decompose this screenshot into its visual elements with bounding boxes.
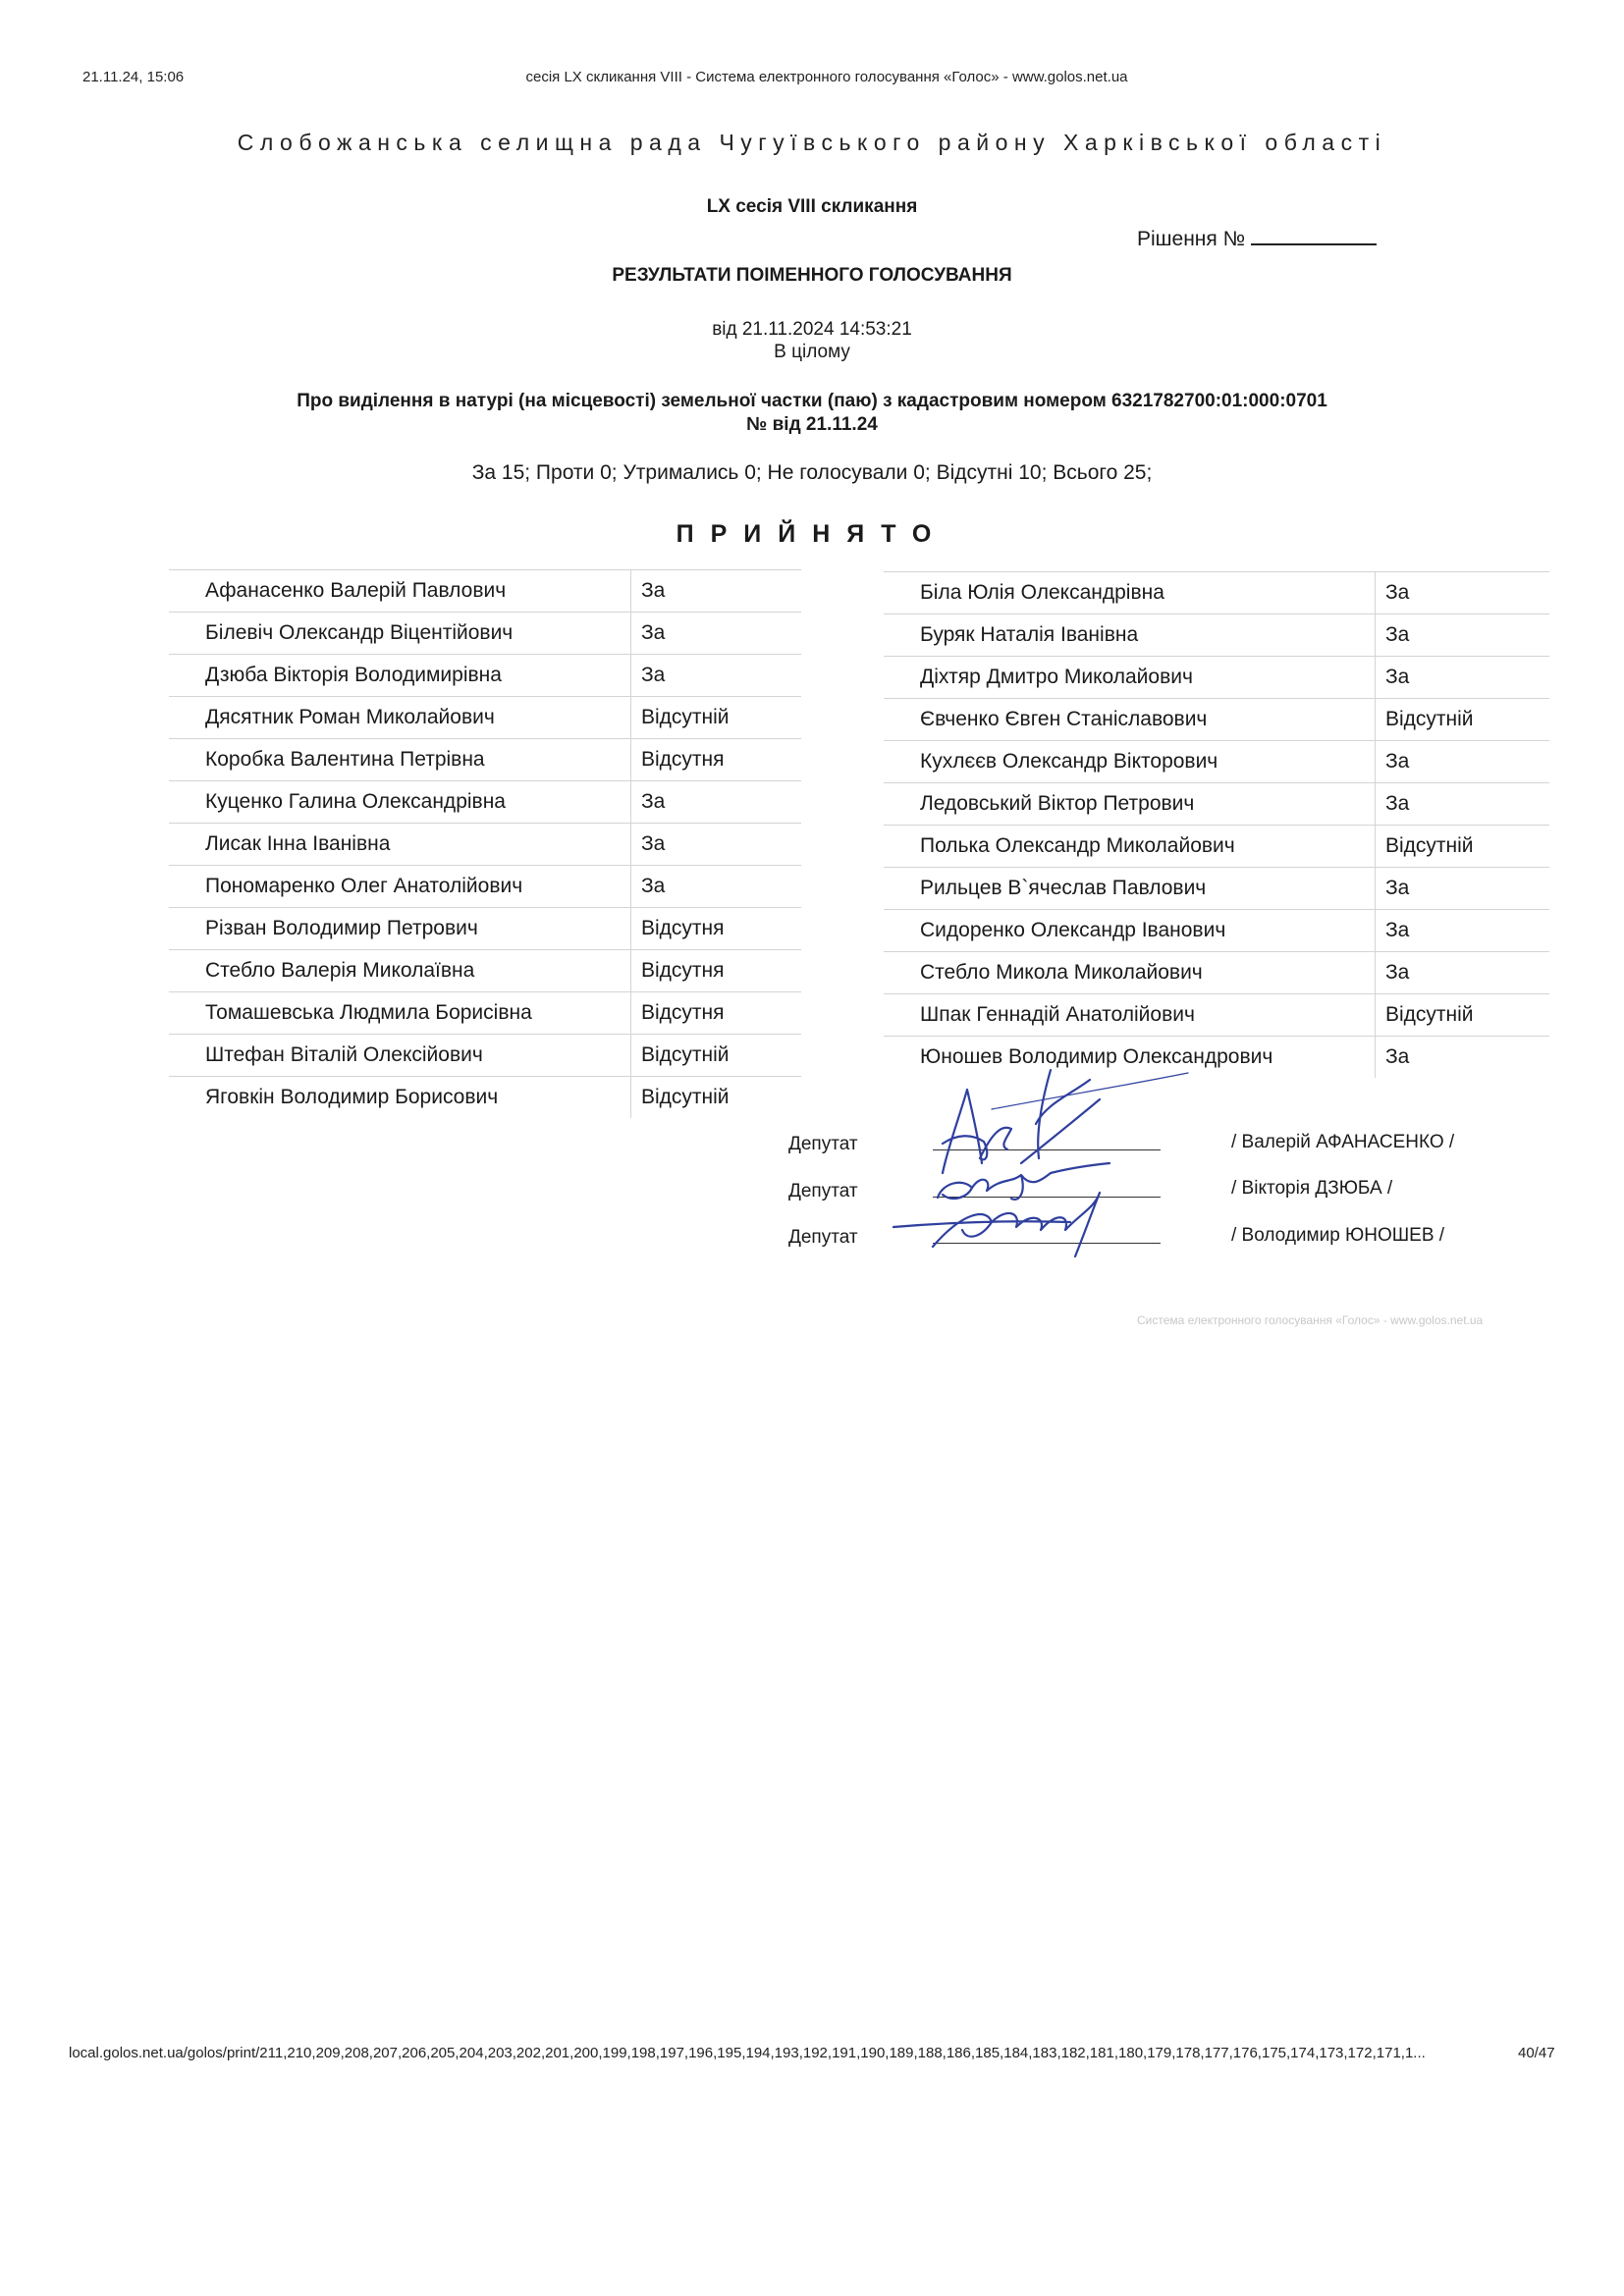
deputy-name: Діхтяр Дмитро Миколайович	[884, 657, 1376, 699]
deputy-vote: За	[631, 824, 802, 866]
print-page-title: сесія LX скликання VIII - Система електронного голосування «Голос» - www.golos.net.ua	[525, 69, 1128, 85]
deputy-vote: За	[631, 655, 802, 697]
deputy-vote: За	[631, 866, 802, 908]
results-title: РЕЗУЛЬТАТИ ПОІМЕННОГО ГОЛОСУВАННЯ	[612, 265, 1012, 286]
vote-row	[884, 826, 1549, 868]
vote-date: від 21.11.2024 14:53:21	[712, 319, 912, 340]
vote-row	[884, 868, 1549, 910]
deputy-vote: Відсутня	[631, 950, 802, 992]
deputy-name: Томашевська Людмила Борисівна	[169, 992, 631, 1035]
signature-role-3: Депутат	[788, 1227, 858, 1248]
deputy-vote: За	[1376, 614, 1550, 657]
deputy-vote: За	[1376, 910, 1550, 952]
council-name: Слобожанська селищна рада Чугуївського району Харківської області	[237, 130, 1387, 155]
deputy-vote: За	[631, 781, 802, 824]
vote-row	[169, 655, 801, 697]
print-page-number: 40/47	[1518, 2045, 1555, 2061]
deputy-vote: Відсутня	[631, 992, 802, 1035]
vote-row	[169, 866, 801, 908]
deputy-name: Коробка Валентина Петрівна	[169, 739, 631, 781]
vote-row	[169, 1077, 801, 1119]
vote-row	[884, 572, 1549, 614]
deputy-name: Кухлєєв Олександр Вікторович	[884, 741, 1376, 783]
vote-row	[169, 908, 801, 950]
deputy-name: Буряк Наталія Іванівна	[884, 614, 1376, 657]
vote-row	[169, 950, 801, 992]
deputy-name: Дзюба Вікторія Володимирівна	[169, 655, 631, 697]
print-url: local.golos.net.ua/golos/print/211,210,209,208,207,206,205,204,203,202,201,200,199,198,197,196,195,194,193,192,191,190,189,188,186,185,184,183,182,181,180,179,178,177,176,175,174,173,172,171,1...	[69, 2045, 1426, 2061]
deputy-vote: Відсутня	[631, 739, 802, 781]
deputy-vote: За	[631, 570, 802, 613]
decision-label: Рішення №	[1137, 228, 1246, 250]
deputy-name: Білевіч Олександр Віцентійович	[169, 613, 631, 655]
deputy-name: Дясятник Роман Миколайович	[169, 697, 631, 739]
deputy-vote: За	[1376, 783, 1550, 826]
vote-mode: В цілому	[774, 342, 850, 362]
deputy-vote: За	[1376, 741, 1550, 783]
deputy-vote: Відсутня	[631, 908, 802, 950]
vote-row	[884, 952, 1549, 994]
deputy-vote: Відсутній	[1376, 826, 1550, 868]
signature-role-1: Депутат	[788, 1134, 858, 1154]
deputy-name: Біла Юлія Олександрівна	[884, 572, 1376, 614]
decision-number	[1137, 226, 1377, 251]
deputy-name: Рильцев В`ячеслав Павлович	[884, 868, 1376, 910]
votes-table-left	[169, 569, 801, 1118]
deputy-vote: За	[1376, 572, 1550, 614]
vote-row	[884, 614, 1549, 657]
vote-result: ПРИЙНЯТО	[676, 520, 948, 548]
deputy-vote: Відсутній	[1376, 994, 1550, 1037]
vote-subject-number: № від 21.11.24	[746, 414, 878, 435]
deputy-name: Сидоренко Олександр Іванович	[884, 910, 1376, 952]
deputy-vote: Відсутній	[631, 697, 802, 739]
deputy-vote: Відсутній	[631, 1077, 802, 1119]
signature-name-2: / Вікторія ДЗЮБА /	[1231, 1178, 1393, 1199]
signature-name-1: / Валерій АФАНАСЕНКО /	[1231, 1132, 1455, 1152]
deputy-name: Афанасенко Валерій Павлович	[169, 570, 631, 613]
vote-row	[884, 994, 1549, 1037]
deputy-vote: Відсутній	[631, 1035, 802, 1077]
vote-row	[884, 741, 1549, 783]
vote-row	[169, 824, 801, 866]
deputy-vote: Відсутній	[1376, 699, 1550, 741]
deputy-name: Штефан Віталій Олексійович	[169, 1035, 631, 1077]
vote-subject: Про виділення в натурі (на місцевості) земельної частки (паю) з кадастровим номером 6321782700:01:000:0701	[297, 391, 1327, 411]
votes-table-right	[884, 571, 1549, 1078]
deputy-name: Яговкін Володимир Борисович	[169, 1077, 631, 1119]
deputy-name: Євченко Євген Станіславович	[884, 699, 1376, 741]
vote-row	[169, 697, 801, 739]
deputy-name: Юношев Володимир Олександрович	[884, 1037, 1376, 1079]
deputy-vote: За	[1376, 868, 1550, 910]
deputy-name: Куценко Галина Олександрівна	[169, 781, 631, 824]
signature-strokes	[893, 1070, 1188, 1256]
vote-row	[169, 781, 801, 824]
vote-row	[169, 570, 801, 613]
deputy-name: Полька Олександр Миколайович	[884, 826, 1376, 868]
vote-row	[169, 992, 801, 1035]
signature-role-2: Депутат	[788, 1181, 858, 1201]
session-title: LX сесія VIII скликання	[706, 196, 918, 217]
vote-summary: За 15; Проти 0; Утримались 0; Не голосували 0; Відсутні 10; Всього 25;	[471, 461, 1153, 484]
print-datetime: 21.11.24, 15:06	[82, 69, 185, 85]
deputy-name: Стебло Валерія Миколаївна	[169, 950, 631, 992]
deputy-vote: За	[1376, 657, 1550, 699]
signature-name-3: / Володимир ЮНОШЕВ /	[1231, 1225, 1445, 1246]
deputy-vote: За	[631, 613, 802, 655]
decision-blank-line	[1251, 226, 1377, 245]
deputy-vote: За	[1376, 952, 1550, 994]
handwritten-signatures	[874, 1065, 1208, 1291]
vote-row	[884, 783, 1549, 826]
vote-row	[169, 1035, 801, 1077]
vote-row	[169, 613, 801, 655]
deputy-name: Стебло Микола Миколайович	[884, 952, 1376, 994]
vote-row	[884, 910, 1549, 952]
deputy-name: Ледовський Віктор Петрович	[884, 783, 1376, 826]
faint-system-footer: Система електронного голосування «Голос» - www.golos.net.ua	[1137, 1313, 1484, 1327]
deputy-name: Різван Володимир Петрович	[169, 908, 631, 950]
deputy-vote: За	[1376, 1037, 1550, 1079]
deputy-name: Шпак Геннадій Анатолійович	[884, 994, 1376, 1037]
deputy-name: Пономаренко Олег Анатолійович	[169, 866, 631, 908]
vote-row	[884, 699, 1549, 741]
deputy-name: Лисак Інна Іванівна	[169, 824, 631, 866]
vote-row	[169, 739, 801, 781]
vote-row	[884, 657, 1549, 699]
